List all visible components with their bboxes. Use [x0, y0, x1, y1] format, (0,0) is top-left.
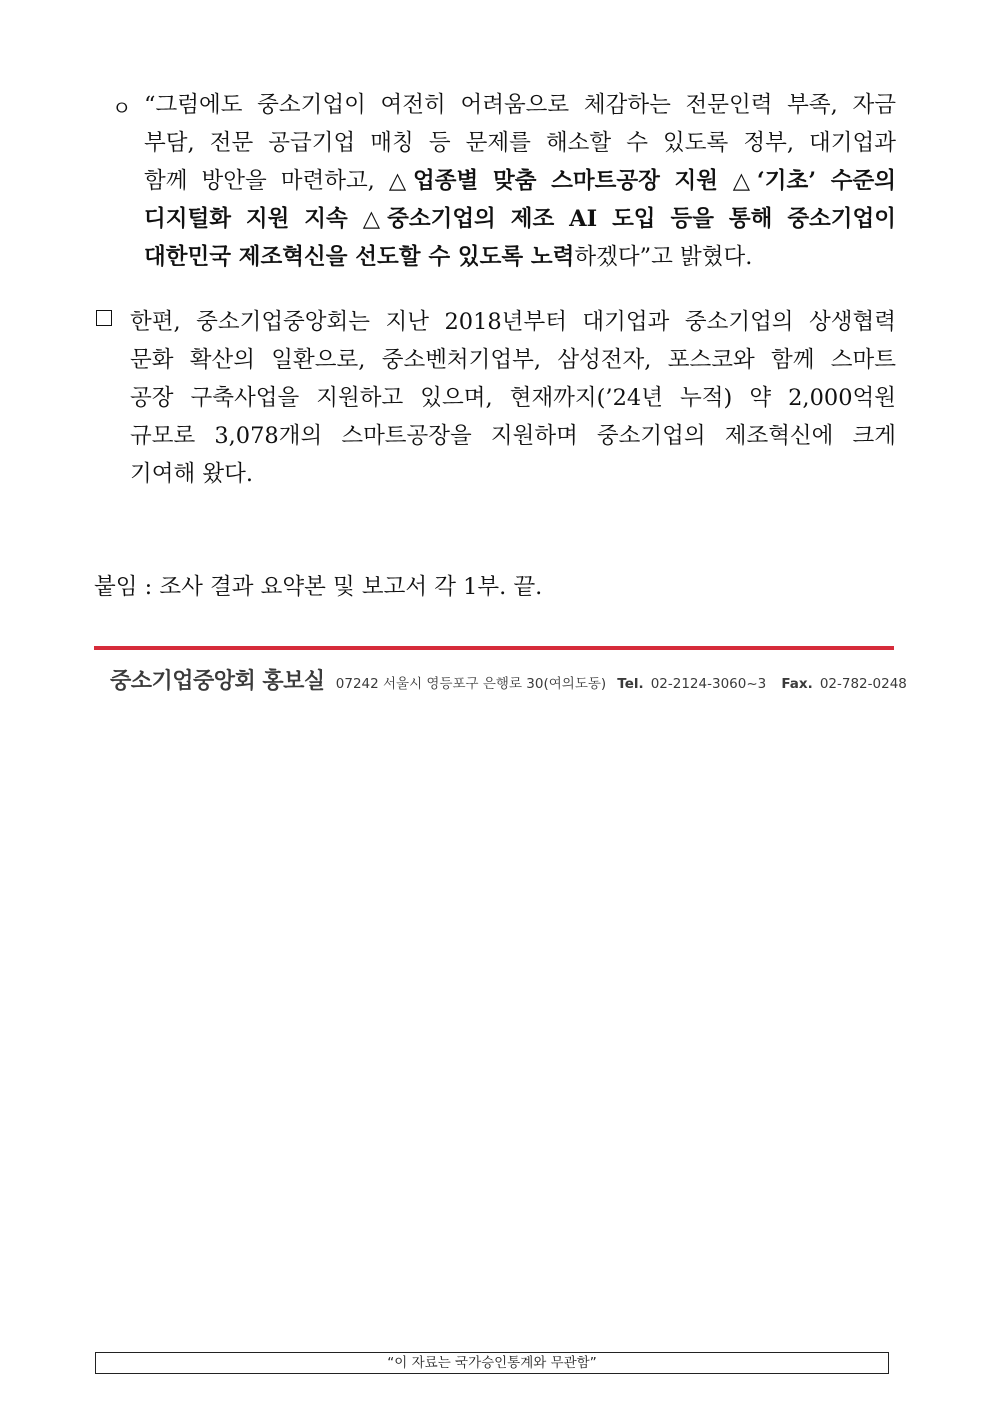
- paragraph2-line1: 한편, 중소기업중앙회는 지난 2018년부터 대기업과 중소기업의 상생협력: [130, 309, 896, 335]
- footer-divider: [94, 646, 894, 650]
- circle-bullet-icon: ㅇ: [112, 96, 132, 120]
- paragraph1-line4: 디지털화 지원 지속 △중소기업의 제조 AI 도입 등을 통해 중소기업이: [144, 206, 896, 232]
- paragraph1-line5-bold: 대한민국 제조혁신을 선도할 수 있도록 노력: [144, 244, 575, 270]
- footer-org-name: 중소기업중앙회 홍보실: [110, 669, 325, 694]
- paragraph1-line5: [144, 242, 896, 272]
- paragraph1-line5-plain: 하겠다”고 밝혔다.: [574, 244, 753, 270]
- paragraph2-line4: 규모로 3,078개의 스마트공장을 지원하며 중소기업의 제조혁신에 크게: [130, 423, 896, 449]
- paragraph2-line2: 문화 확산의 일환으로, 중소벤처기업부, 삼성전자, 포스코와 함께 스마트: [130, 347, 896, 373]
- square-bullet-icon: [96, 310, 112, 326]
- paragraph1-line1: “그럼에도 중소기업이 여전히 어려움으로 체감하는 전문인력 부족, 자금: [144, 92, 896, 118]
- paragraph1-line3: [144, 166, 896, 196]
- footer-fax: 02-782-0248: [819, 676, 907, 692]
- paragraph1-line3-plain: 함께 방안을 마련하고,: [144, 168, 389, 194]
- footer-fax-label: Fax.: [781, 676, 813, 692]
- footer-tel-label: Tel.: [617, 676, 644, 692]
- attachment-note: 붙임 : 조사 결과 요약본 및 보고서 각 1부. 끝.: [94, 574, 543, 600]
- footer-contact: [110, 664, 907, 695]
- statistics-notice: “이 자료는 국가승인통계와 무관함”: [95, 1352, 889, 1374]
- paragraph2-line3: 공장 구축사업을 지원하고 있으며, 현재까지(’24년 누적) 약 2,000억원: [130, 385, 896, 411]
- footer-address: 07242 서울시 영등포구 은행로 30(여의도동): [335, 676, 607, 692]
- paragraph1-line2: 부담, 전문 공급기업 매칭 등 문제를 해소할 수 있도록 정부, 대기업과: [144, 130, 896, 156]
- paragraph2-line5: 기여해 왔다.: [130, 461, 253, 487]
- paragraph1-line3-bold: △업종별 맞춤 스마트공장 지원 △‘기초’ 수준의: [388, 168, 896, 194]
- footer-tel: 02-2124-3060~3: [650, 676, 767, 692]
